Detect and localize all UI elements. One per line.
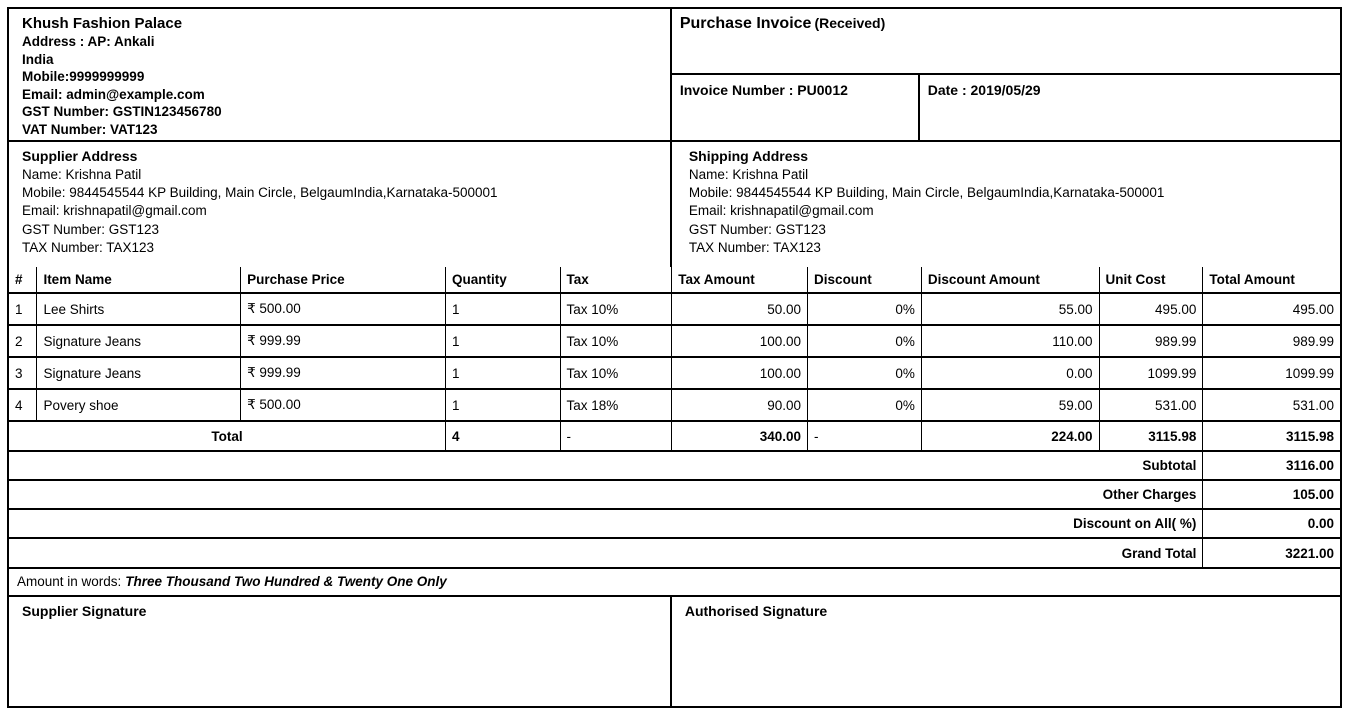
- invoice-header: [672, 9, 1340, 140]
- supplier-address: [9, 142, 672, 267]
- column-header-discount: Discount: [808, 267, 922, 293]
- invoice-date: Date : 2019/05/29: [927, 82, 1041, 98]
- item-tax: Tax 10%: [560, 357, 672, 389]
- item-discount: 0%: [808, 389, 922, 421]
- item-tax: Tax 10%: [560, 325, 672, 357]
- subtotal-row: [9, 451, 1340, 480]
- item-discount-amount: 110.00: [921, 325, 1099, 357]
- shipping-gst-line: GST Number: GST123: [688, 221, 826, 237]
- shipping-name-line: Name: Krishna Patil: [688, 167, 809, 182]
- column-header-index: #: [9, 267, 37, 293]
- address-row: [9, 140, 1340, 267]
- company-vat-line: VAT Number: VAT123: [22, 121, 158, 137]
- signature-row: [9, 597, 1340, 706]
- item-tax-amount: 100.00: [672, 325, 808, 357]
- item-discount: 0%: [808, 325, 922, 357]
- supplier-name-line: Name: Krishna Patil: [22, 167, 142, 182]
- item-discount: 0%: [808, 357, 922, 389]
- supplier-tax-line: TAX Number: TAX123: [22, 239, 155, 255]
- supplier-gst-line: GST Number: GST123: [22, 221, 160, 237]
- item-quantity: 1: [446, 389, 560, 421]
- column-header-total-amount: Total Amount: [1203, 267, 1340, 293]
- item-quantity: 1: [446, 325, 560, 357]
- item-index: 4: [9, 389, 37, 421]
- item-row: [9, 389, 1340, 421]
- discount-on-all-label: Discount on All( %): [9, 509, 1203, 538]
- item-quantity: 1: [446, 357, 560, 389]
- shipping-tax-line: TAX Number: TAX123: [688, 239, 821, 255]
- column-header-unit-cost: Unit Cost: [1099, 267, 1203, 293]
- column-header-tax: Tax: [560, 267, 672, 293]
- supplier-mobile-line: Mobile: 9844545544 KP Building, Main Circle, BelgaumIndia,Karnataka-500001: [22, 185, 498, 201]
- purchase-invoice-document: [7, 7, 1342, 708]
- subtotal-value: 3116.00: [1203, 451, 1340, 480]
- grand-total-row: [9, 538, 1340, 567]
- other-charges-value: 105.00: [1203, 480, 1340, 509]
- shipping-address-heading: Shipping Address: [688, 148, 809, 164]
- item-row: [9, 325, 1340, 357]
- item-name: Signature Jeans: [37, 325, 241, 357]
- item-discount: 0%: [808, 293, 922, 325]
- item-purchase-price: ₹ 500.00: [241, 293, 446, 325]
- column-header-purchase-price: Purchase Price: [241, 267, 446, 293]
- discount-on-all-row: [9, 509, 1340, 538]
- items-table: [9, 267, 1340, 567]
- total-total-amount: 3115.98: [1203, 421, 1340, 451]
- company-address-line: Address : AP: Ankali: [22, 34, 155, 49]
- invoice-subtitle: (Received): [814, 15, 886, 31]
- column-header-tax-amount: Tax Amount: [672, 267, 808, 293]
- item-name: Lee Shirts: [37, 293, 241, 325]
- total-tax-amount: 340.00: [672, 421, 808, 451]
- header-row: [9, 9, 1340, 140]
- item-total-amount: 531.00: [1203, 389, 1340, 421]
- column-header-discount-amount: Discount Amount: [921, 267, 1099, 293]
- item-total-amount: 495.00: [1203, 293, 1340, 325]
- total-discount-dash: -: [808, 421, 922, 451]
- amount-in-words-label: Amount in words:: [17, 574, 122, 589]
- company-gst-line: GST Number: GSTIN123456780: [22, 104, 222, 120]
- column-header-item-name: Item Name: [37, 267, 241, 293]
- item-purchase-price: ₹ 999.99: [241, 357, 446, 389]
- item-tax: Tax 18%: [560, 389, 672, 421]
- item-index: 1: [9, 293, 37, 325]
- item-tax-amount: 90.00: [672, 389, 808, 421]
- item-index: 2: [9, 325, 37, 357]
- total-label: Total: [9, 421, 446, 451]
- total-tax-dash: -: [560, 421, 672, 451]
- item-tax-amount: 50.00: [672, 293, 808, 325]
- shipping-address: [672, 142, 1340, 267]
- table-total-row: [9, 421, 1340, 451]
- invoice-title: Purchase Invoice: [679, 15, 812, 32]
- company-email-line: Email: admin@example.com: [22, 86, 205, 102]
- item-row: [9, 357, 1340, 389]
- item-total-amount: 989.99: [1203, 325, 1340, 357]
- item-discount-amount: 55.00: [921, 293, 1099, 325]
- item-name: Signature Jeans: [37, 357, 241, 389]
- total-quantity: 4: [446, 421, 560, 451]
- invoice-title-cell: [672, 9, 1340, 75]
- subtotal-label: Subtotal: [9, 451, 1203, 480]
- shipping-mobile-line: Mobile: 9844545544 KP Building, Main Circle, BelgaumIndia,Karnataka-500001: [688, 185, 1165, 201]
- discount-on-all-value: 0.00: [1203, 509, 1340, 538]
- item-tax: Tax 10%: [560, 293, 672, 325]
- item-unit-cost: 1099.99: [1099, 357, 1203, 389]
- item-unit-cost: 531.00: [1099, 389, 1203, 421]
- item-discount-amount: 59.00: [921, 389, 1099, 421]
- item-purchase-price: ₹ 500.00: [241, 389, 446, 421]
- grand-total-value: 3221.00: [1203, 538, 1340, 567]
- item-total-amount: 1099.99: [1203, 357, 1340, 389]
- authorised-signature-cell: Authorised Signature: [684, 603, 828, 619]
- supplier-email-line: Email: krishnapatil@gmail.com: [22, 203, 207, 219]
- total-discount-amount: 224.00: [921, 421, 1099, 451]
- company-mobile-line: Mobile:9999999999: [22, 69, 145, 85]
- invoice-number: Invoice Number : PU0012: [672, 75, 920, 140]
- company-country-line: India: [22, 51, 54, 67]
- item-row: [9, 293, 1340, 325]
- item-tax-amount: 100.00: [672, 357, 808, 389]
- shipping-email-line: Email: krishnapatil@gmail.com: [688, 203, 874, 219]
- item-unit-cost: 495.00: [1099, 293, 1203, 325]
- supplier-address-heading: Supplier Address: [22, 148, 138, 164]
- amount-in-words-row: [9, 567, 1340, 597]
- item-purchase-price: ₹ 999.99: [241, 325, 446, 357]
- invoice-meta-row: [672, 75, 1340, 140]
- item-unit-cost: 989.99: [1099, 325, 1203, 357]
- amount-in-words-value: Three Thousand Two Hundred & Twenty One Only: [125, 574, 447, 589]
- item-quantity: 1: [446, 293, 560, 325]
- column-header-quantity: Quantity: [446, 267, 560, 293]
- total-unit-cost: 3115.98: [1099, 421, 1203, 451]
- item-name: Povery shoe: [37, 389, 241, 421]
- grand-total-label: Grand Total: [9, 538, 1203, 567]
- other-charges-row: [9, 480, 1340, 509]
- item-discount-amount: 0.00: [921, 357, 1099, 389]
- table-header-row: [9, 267, 1340, 293]
- supplier-signature-cell: Supplier Signature: [9, 597, 672, 706]
- company-info: [9, 9, 672, 140]
- item-index: 3: [9, 357, 37, 389]
- other-charges-label: Other Charges: [9, 480, 1203, 509]
- company-name: Khush Fashion Palace: [22, 15, 183, 32]
